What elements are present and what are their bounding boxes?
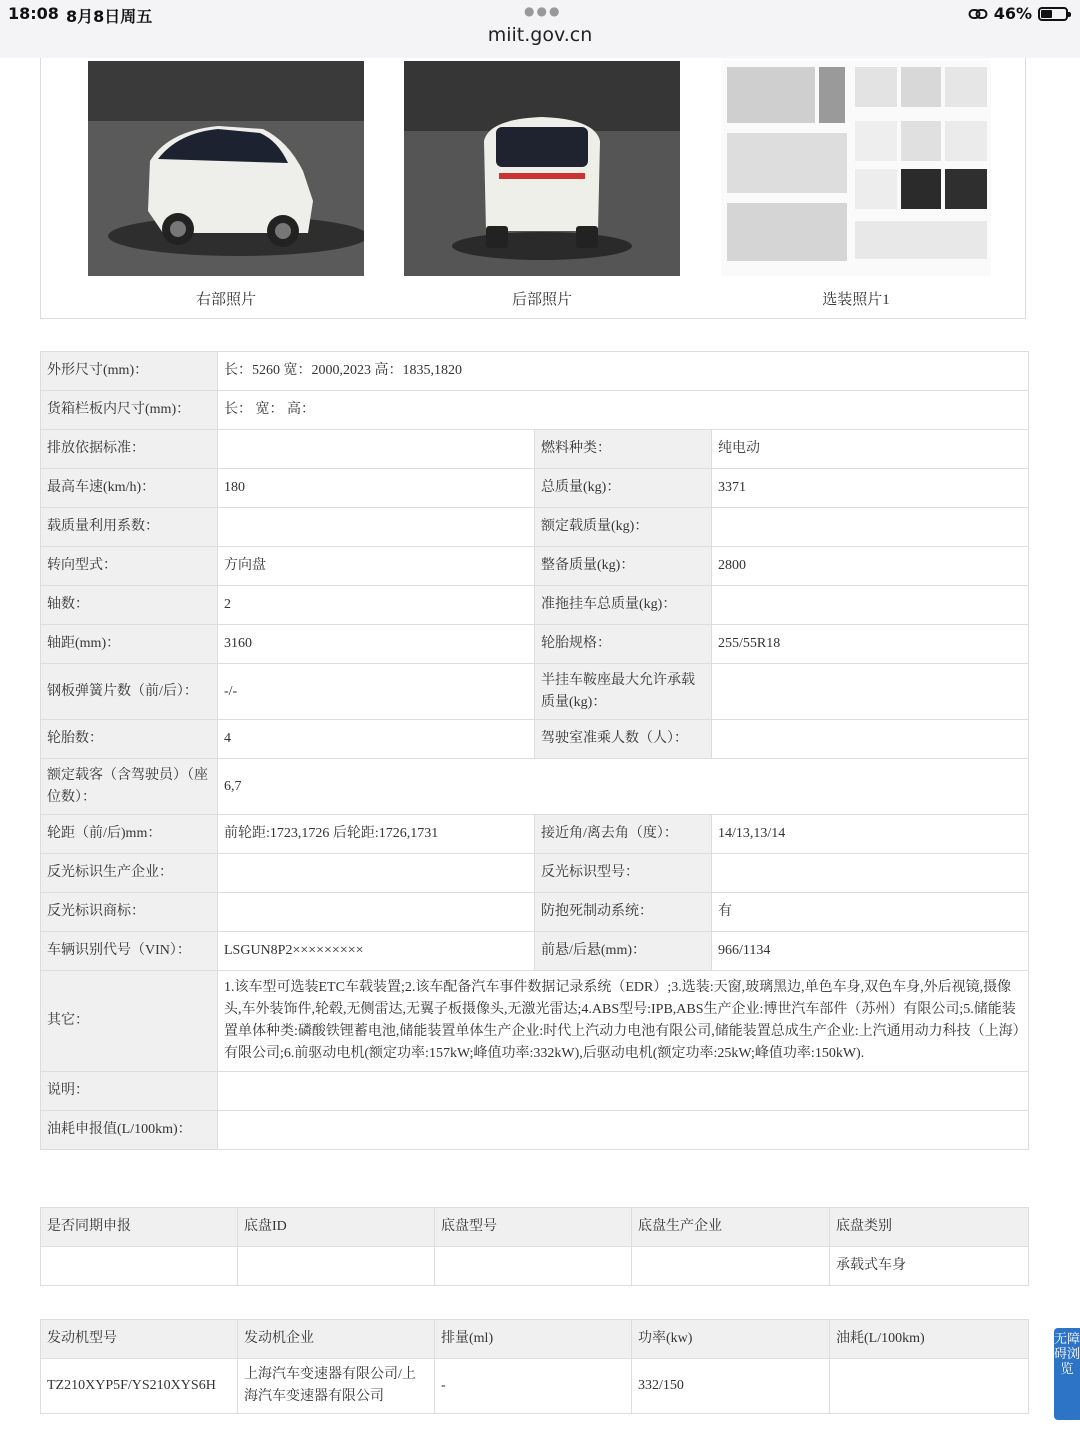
spec-value [712,586,1029,625]
spec-label: 额定载质量(kg)： [535,508,712,547]
spec-value: 3160 [218,625,535,664]
spec-label: 驾驶室准乘人数（人）： [535,720,712,759]
column-header: 底盘型号 [435,1208,632,1247]
spec-label: 整备质量(kg)： [535,547,712,586]
spec-label: 前悬/后悬(mm)： [535,932,712,971]
table-cell: 上海汽车变速器有限公司/上海汽车变速器有限公司 [238,1359,435,1414]
photo-caption: 后部照片 [511,292,572,308]
spec-label: 轮胎数： [41,720,218,759]
photo-caption: 选装照片1 [822,292,890,308]
spec-label: 转向型式： [41,547,218,586]
column-header: 底盘ID [238,1208,435,1247]
table-row [41,893,1029,932]
engine-table [40,1319,1029,1414]
table-row [41,586,1029,625]
spec-value: 14/13,13/14 [712,815,1029,854]
spec-label: 车辆识别代号（VIN）： [41,932,218,971]
column-header: 油耗(L/100km) [830,1320,1029,1359]
spec-value: 180 [218,469,535,508]
spec-value: 3371 [712,469,1029,508]
table-row [41,469,1029,508]
spec-value: LSGUN8P2××××××××× [218,932,535,971]
table-cell [41,1247,238,1286]
chassis-table [40,1207,1029,1286]
photo-caption: 右部照片 [195,292,256,308]
spec-value: 2 [218,586,535,625]
vehicle-photos [40,58,1026,319]
spec-label: 最高车速(km/h)： [41,469,218,508]
vehicle-spec-table [40,351,1029,1150]
spec-value [218,1072,1029,1111]
spec-value [218,893,535,932]
spec-label: 轮胎规格： [535,625,712,664]
spec-label: 防抱死制动系统： [535,893,712,932]
table-row [41,352,1029,391]
table-header-row [41,1208,1029,1247]
column-header: 底盘类别 [830,1208,1029,1247]
column-header: 是否同期申报 [41,1208,238,1247]
spec-value [218,1111,1029,1150]
table-cell [830,1359,1029,1414]
spec-value: 纯电动 [712,430,1029,469]
spec-label: 轮距（前/后)mm： [41,815,218,854]
status-indicators [968,4,1068,23]
spec-value: 有 [712,893,1029,932]
spec-value [218,508,535,547]
table-row [41,547,1029,586]
table-cell [435,1247,632,1286]
spec-value [712,854,1029,893]
status-time: 18:08 [8,4,59,23]
column-header: 排量(ml) [435,1320,632,1359]
link-icon [968,7,988,21]
column-header: 功率(kw) [632,1320,830,1359]
spec-label: 总质量(kg)： [535,469,712,508]
table-row [41,1247,1029,1286]
spec-label: 半挂车鞍座最大允许承载质量(kg)： [535,664,712,720]
spec-label: 油耗申报值(L/100km)： [41,1111,218,1150]
spec-label: 货箱栏板内尺寸(mm)： [41,391,218,430]
spec-value: 方向盘 [218,547,535,586]
table-row [41,1111,1029,1150]
spec-label: 其它： [41,971,218,1072]
table-cell [632,1247,830,1286]
spec-value [712,720,1029,759]
spec-value: -/- [218,664,535,720]
spec-value: 前轮距:1723,1726 后轮距:1726,1731 [218,815,535,854]
table-row [41,1359,1029,1414]
spec-label: 燃料种类： [535,430,712,469]
table-row [41,815,1029,854]
battery-percent: 46% [993,4,1032,23]
spec-value [218,430,535,469]
spec-label: 钢板弹簧片数（前/后）： [41,664,218,720]
spec-label: 外形尺寸(mm)： [41,352,218,391]
table-cell: 332/150 [632,1359,830,1414]
address-bar-url[interactable]: miit.gov.cn [487,24,593,46]
spec-value-other: 1.该车型可选装ETC车载装置;2.该车配备汽车事件数据记录系统（EDR）;3.选装:天窗,玻璃黑边,单色车身,双色车身,外后视镜,摄像头,车外装饰件,轮毂,无侧雷达,无翼子板摄像头,无激光雷达;4.ABS型号:IPB,ABS生产企业:博世汽车部件（苏州）有限公司;5.储能装置单体种类:磷酸铁锂蓄电池,储能装置单体生产企业:时代上汽动力电池有限公司,储能装置总成生产企业:上汽通用动力科技（上海）有限公司;6.前驱动电机(额定功率:157kW;峰值功率:332kW),后驱动电机(额定功率:25kW;峰值功率:150kW). [218,971,1029,1072]
table-row [41,854,1029,893]
rear-photo[interactable] [404,61,680,276]
spec-value: 6,7 [218,759,1029,815]
spec-label: 准拖挂车总质量(kg)： [535,586,712,625]
spec-label: 反光标识商标： [41,893,218,932]
column-header: 底盘生产企业 [632,1208,830,1247]
table-cell: 承载式车身 [830,1247,1029,1286]
spec-label: 额定载客（含驾驶员）（座位数）： [41,759,218,815]
table-header-row [41,1320,1029,1359]
column-header: 发动机型号 [41,1320,238,1359]
spec-value: 长：5260 宽：2000,2023 高：1835,1820 [218,352,1029,391]
table-row [41,759,1029,815]
spec-label: 轴距(mm)： [41,625,218,664]
spec-value: 4 [218,720,535,759]
table-row [41,391,1029,430]
browser-status-bar [0,0,1080,58]
status-date: 8月8日周五 [66,7,153,26]
spec-label: 说明： [41,1072,218,1111]
table-row [41,720,1029,759]
spec-label: 载质量利用系数： [41,508,218,547]
tab-dots-icon[interactable]: ●●● [524,4,562,18]
spec-value [712,664,1029,720]
spec-value: 2800 [712,547,1029,586]
spec-value [712,508,1029,547]
spec-label: 轴数： [41,586,218,625]
table-cell: TZ210XYP5F/YS210XYS6H [41,1359,238,1414]
column-header: 发动机企业 [238,1320,435,1359]
table-row [41,625,1029,664]
spec-value: 长： 宽： 高： [218,391,1029,430]
spec-label: 反光标识生产企业： [41,854,218,893]
table-row [41,430,1029,469]
table-row [41,932,1029,971]
spec-label: 排放依据标准： [41,430,218,469]
spec-value: 966/1134 [712,932,1029,971]
spec-value: 255/55R18 [712,625,1029,664]
table-cell [238,1247,435,1286]
table-row [41,508,1029,547]
optional-equipment-photo[interactable] [721,61,991,276]
spec-label: 接近角/离去角（度）： [535,815,712,854]
spec-label: 反光标识型号： [535,854,712,893]
spec-value [218,854,535,893]
right-side-photo[interactable] [88,61,364,276]
table-row [41,971,1029,1072]
accessibility-button[interactable]: 无障碍浏览 [1054,1328,1080,1420]
table-cell: - [435,1359,632,1414]
table-row [41,664,1029,720]
battery-icon [1038,7,1068,21]
table-row [41,1072,1029,1111]
